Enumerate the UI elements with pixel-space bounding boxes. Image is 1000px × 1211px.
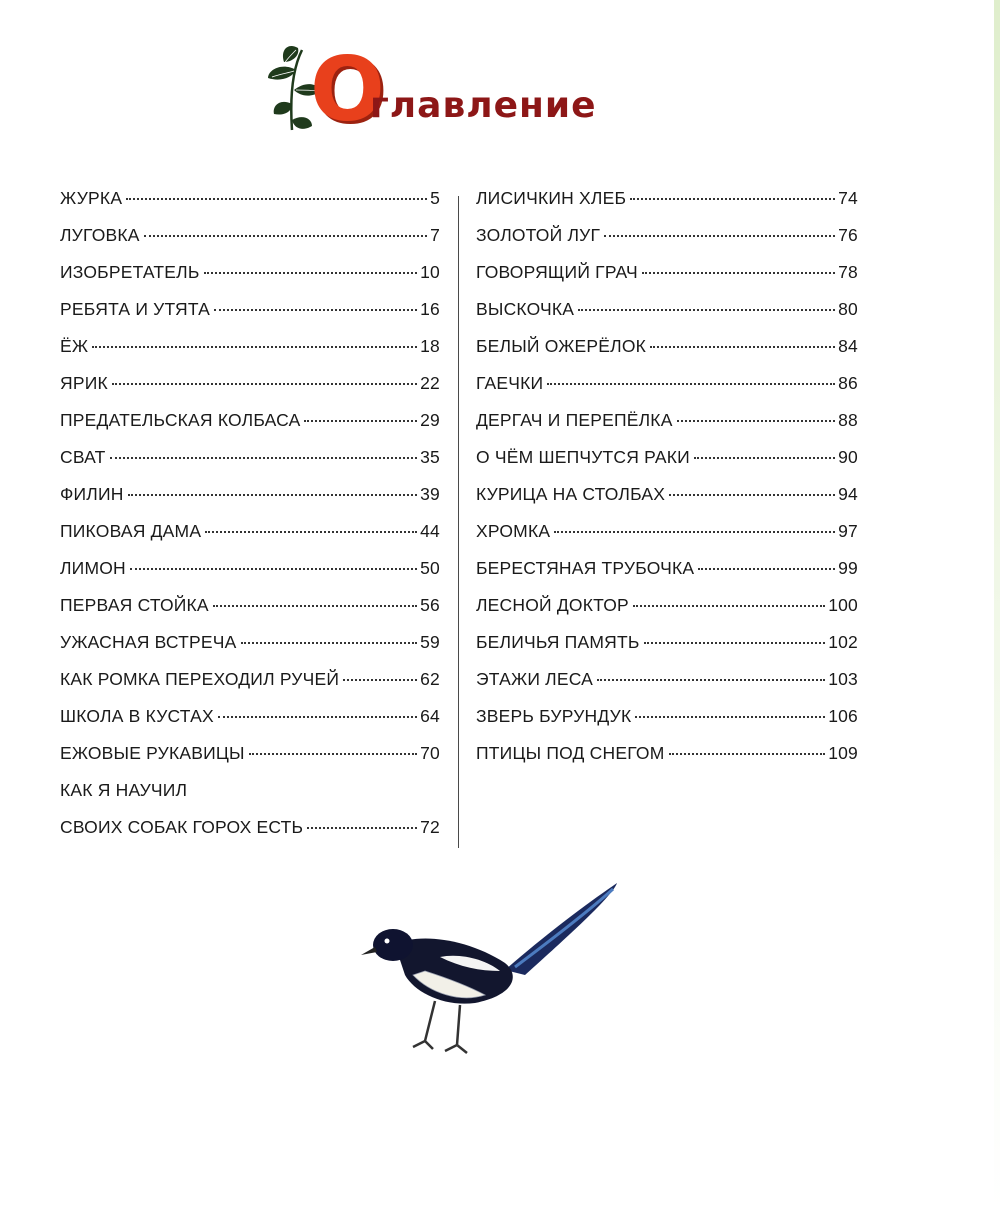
toc-entry[interactable] [60,262,440,299]
toc-entry[interactable] [60,521,440,558]
title-initial-letter: О [310,38,385,141]
toc-entry-title: ФИЛИН [60,484,124,504]
toc-entry-page: 64 [420,706,440,726]
toc-entry-page: 74 [838,188,858,208]
dot-leader [304,420,417,422]
toc-entry[interactable] [476,447,858,484]
toc-entry-title: ЗВЕРЬ БУРУНДУК [476,706,632,726]
dot-leader [126,198,427,200]
toc-entry[interactable] [476,521,858,558]
toc-entry-page: 80 [838,299,858,319]
toc-left-column [60,188,440,854]
toc-right-column [476,188,858,780]
dot-leader [214,309,417,311]
toc-entry-title: ШКОЛА В КУСТАХ [60,706,214,726]
toc-entry-page: 62 [420,669,440,689]
toc-entry[interactable] [60,225,440,262]
dot-leader [630,198,835,200]
toc-entry-title: ЛИСИЧКИН ХЛЕБ [476,188,627,208]
toc-entry-page: 39 [420,484,440,504]
toc-entry-page: 78 [838,262,858,282]
toc-entry[interactable] [60,706,440,743]
toc-entry-title: ЛУГОВКА [60,225,140,245]
toc-entry[interactable] [476,632,858,669]
toc-entry[interactable] [60,558,440,595]
toc-entry[interactable] [476,373,858,410]
toc-entry[interactable] [476,484,858,521]
toc-entry[interactable] [476,299,858,336]
toc-entry-page: 76 [838,225,858,245]
dot-leader [92,346,417,348]
toc-entry[interactable] [60,188,440,225]
toc-entry-title: ИЗОБРЕТАТЕЛЬ [60,262,200,282]
toc-entry-title: ЛЕСНОЙ ДОКТОР [476,595,629,615]
dot-leader [650,346,835,348]
toc-entry[interactable] [476,410,858,447]
dot-leader [218,716,417,718]
toc-entry[interactable] [60,632,440,669]
dot-leader [669,753,826,755]
toc-entry[interactable] [60,373,440,410]
toc-entry-page: 86 [838,373,858,393]
dot-leader [604,235,835,237]
toc-entry-title: ДЕРГАЧ И ПЕРЕПЁЛКА [476,410,673,430]
toc-entry-page: 29 [420,410,440,430]
toc-entry-page: 35 [420,447,440,467]
toc-entry-page: 44 [420,521,440,541]
toc-entry-title: ГАЕЧКИ [476,373,544,393]
toc-entry-page: 59 [420,632,440,652]
toc-entry-title: ПРЕДАТЕЛЬСКАЯ КОЛБАСА [60,410,301,430]
toc-entry[interactable] [60,669,440,706]
toc-entry-title: КАК РОМКА ПЕРЕХОДИЛ РУЧЕЙ [60,669,340,689]
toc-entry-page: 84 [838,336,858,356]
dot-leader [554,531,835,533]
toc-entry[interactable] [60,817,440,854]
dot-leader [213,605,417,607]
dot-leader [642,272,835,274]
column-divider [458,196,459,848]
dot-leader [633,605,825,607]
toc-entry-title: ЕЖОВЫЕ РУКАВИЦЫ [60,743,245,763]
toc-entry-title: ЭТАЖИ ЛЕСА [476,669,594,689]
toc-entry-title: О ЧЁМ ШЕПЧУТСЯ РАКИ [476,447,690,467]
dot-leader [597,679,825,681]
toc-entry[interactable] [476,743,858,780]
toc-entry[interactable] [476,669,858,706]
toc-entry[interactable] [476,225,858,262]
toc-entry-page: 103 [828,669,858,689]
toc-entry-title: ЯРИК [60,373,108,393]
toc-entry-title: ЁЖ [60,336,89,356]
toc-entry-page: 50 [420,558,440,578]
toc-entry-title: ЗОЛОТОЙ ЛУГ [476,225,601,245]
toc-entry-title: ХРОМКА [476,521,551,541]
toc-entry[interactable] [60,484,440,521]
toc-entry[interactable] [60,447,440,484]
dot-leader [578,309,835,311]
toc-entry-title: СВАТ [60,447,106,467]
dot-leader [669,494,835,496]
toc-entry-page: 99 [838,558,858,578]
toc-entry-page: 10 [420,262,440,282]
toc-entry-page: 102 [828,632,858,652]
dot-leader [204,272,418,274]
dot-leader [128,494,418,496]
toc-entry-page: 106 [828,706,858,726]
toc-entry-title: ЛИМОН [60,558,126,578]
page-title [262,40,602,140]
toc-entry-title: ПИКОВАЯ ДАМА [60,521,202,541]
toc-entry[interactable] [476,188,858,225]
toc-entry-title: РЕБЯТА И УТЯТА [60,299,210,319]
toc-entry-title: БЕЛЫЙ ОЖЕРЁЛОК [476,336,647,356]
toc-entry[interactable] [476,706,858,743]
dot-leader [644,642,826,644]
toc-entry-page: 72 [420,817,440,837]
dot-leader [241,642,418,644]
toc-entry-title: БЕЛИЧЬЯ ПАМЯТЬ [476,632,640,652]
toc-entry-page: 97 [838,521,858,541]
toc-entry-page: 22 [420,373,440,393]
toc-entry-title: ПЕРВАЯ СТОЙКА [60,595,209,615]
toc-entry-page: 16 [420,299,440,319]
toc-entry-title-line2: СВОИХ СОБАК ГОРОХ ЕСТЬ [60,817,304,837]
toc-entry-title: КУРИЦА НА СТОЛБАХ [476,484,666,504]
toc-entry-page: 5 [430,188,440,208]
toc-entry-title: ЖУРКА [60,188,123,208]
dot-leader [112,383,417,385]
toc-entry-page: 70 [420,743,440,763]
toc-entry-title: БЕРЕСТЯНАЯ ТРУБОЧКА [476,558,695,578]
title-text: главление [370,85,597,126]
toc-entry-page: 90 [838,447,858,467]
dot-leader [110,457,418,459]
dot-leader [343,679,417,681]
toc-entry-title: ПТИЦЫ ПОД СНЕГОМ [476,743,665,763]
dot-leader [547,383,835,385]
toc-entry-title: УЖАСНАЯ ВСТРЕЧА [60,632,237,652]
toc-entry-page: 100 [828,595,858,615]
dot-leader [144,235,427,237]
dot-leader [307,827,417,829]
toc-entry[interactable] [476,595,858,632]
toc-entry[interactable] [60,410,440,447]
toc-entry[interactable] [476,336,858,373]
toc-entry[interactable] [60,336,440,373]
dot-leader [130,568,417,570]
toc-entry-page: 94 [838,484,858,504]
toc-entry-page: 109 [828,743,858,763]
dot-leader [698,568,835,570]
dot-leader [205,531,417,533]
toc-entry-page: 18 [420,336,440,356]
toc-entry[interactable] [60,595,440,632]
toc-entry[interactable] [60,743,440,780]
toc-entry[interactable] [476,558,858,595]
toc-entry-title: ГОВОРЯЩИЙ ГРАЧ [476,262,638,282]
toc-entry-title-line1[interactable]: КАК Я НАУЧИЛ [60,780,188,800]
dot-leader [635,716,825,718]
toc-entry-page: 56 [420,595,440,615]
dot-leader [249,753,417,755]
magpie-illustration [355,875,625,1065]
toc-entry-title: ВЫСКОЧКА [476,299,575,319]
toc-entry-page: 88 [838,410,858,430]
dot-leader [677,420,836,422]
toc-entry-page: 7 [430,225,440,245]
toc-entry[interactable] [60,299,440,336]
page-edge-tint [994,0,1000,1211]
toc-entry[interactable] [476,262,858,299]
dot-leader [694,457,835,459]
